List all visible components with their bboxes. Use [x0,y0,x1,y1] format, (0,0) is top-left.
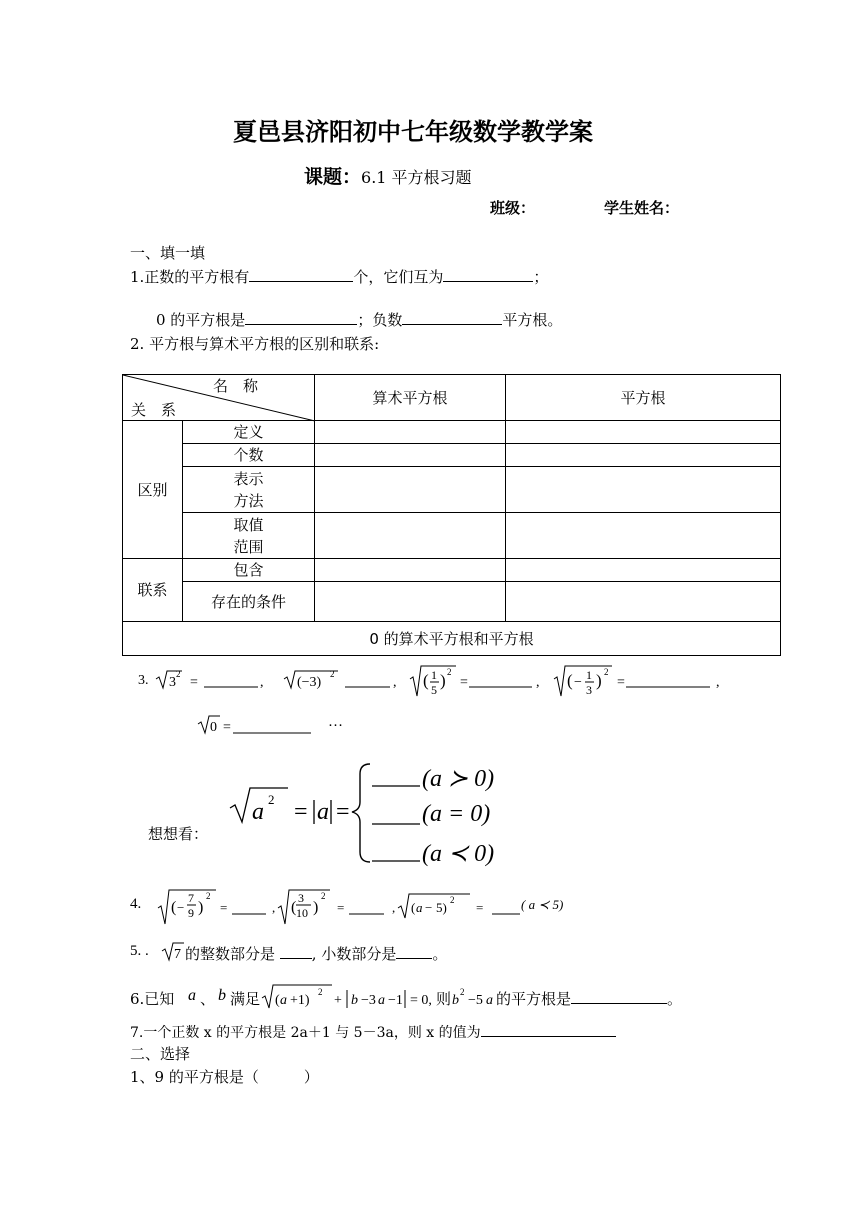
q6-text-b: 满足 [230,990,261,1008]
question-1-line-2 [156,309,562,330]
q5-label: 5. . [130,943,149,959]
row-label-range: 取值 范围 [183,513,315,559]
svg-text:3: 3 [586,683,592,697]
svg-text:=: = [294,799,308,825]
svg-text:−5: −5 [468,993,483,1008]
svg-text:−: − [177,900,185,915]
corner-top-label: 名 称 [213,377,259,395]
svg-text:a: a [252,799,264,825]
table-cell[interactable] [506,444,781,467]
svg-text:2: 2 [447,667,452,677]
svg-text:+1): +1) [290,993,310,1008]
svg-text:b: b [452,993,459,1008]
svg-text:): ) [440,671,446,690]
table-cell[interactable] [315,421,506,444]
svg-text:(: ( [411,900,416,915]
svg-text:,: , [392,900,396,915]
answer-blank[interactable] [280,943,312,959]
svg-text:5): 5) [436,900,447,915]
case-negative: (a ≺ 0) [422,841,495,867]
svg-text:0: 0 [210,720,217,735]
svg-text:a: a [280,993,287,1008]
q3-label: 3. [138,673,149,688]
table-cell[interactable] [315,513,506,559]
question-2: 2. 平方根与算术平方根的区别和联系: [130,335,380,353]
svg-text:2: 2 [604,667,609,677]
table-cell[interactable] [315,559,506,582]
svg-text:,: , [536,675,540,690]
svg-text:2: 2 [268,792,275,807]
q1-text-d: 0 的平方根是 [156,311,246,329]
svg-text:=: = [220,900,228,915]
svg-text:(: ( [567,671,573,690]
answer-blank[interactable] [245,309,357,325]
svg-text:=: = [460,675,468,690]
svg-text:7: 7 [188,891,194,905]
svg-text:(: ( [171,899,177,916]
svg-text:,: , [716,675,720,690]
svg-text:=: = [337,900,345,915]
svg-text:=: = [190,675,198,690]
svg-text:2: 2 [321,891,326,901]
var-a: a [188,987,196,1004]
svg-text:= 0,: = 0, [410,993,432,1008]
table-cell[interactable] [506,421,781,444]
q1-text-a: 1.正数的平方根有 [130,268,250,286]
svg-text:−1: −1 [388,993,403,1008]
bottom-row: 0 的算术平方根和平方根 [123,622,781,656]
corner-bottom-label: 关 系 [131,401,177,419]
absolute-value-formula [228,756,528,868]
table-cell[interactable] [315,467,506,513]
svg-text:a: a [378,993,385,1008]
svg-text:=: = [223,720,231,735]
svg-text:,: , [272,900,276,915]
section-heading-fill: 一、填一填 [130,244,206,262]
svg-text:): ) [313,899,319,916]
q5-text-a: 的整数部分是 [185,945,276,963]
q4-condition: ( a ≺ 5) [521,897,564,912]
svg-text:−: − [574,675,582,690]
svg-text:): ) [596,671,602,690]
table-cell[interactable] [315,444,506,467]
question-5 [130,940,530,964]
group-link-label: 联系 [123,559,183,622]
case-positive: (a ≻ 0) [422,766,495,792]
q5-text-c: 。 [432,945,448,963]
q1-text-b: 个，它们互为 [353,268,444,286]
answer-blank[interactable] [571,988,667,1004]
question-7 [130,1021,616,1042]
choice-question-1: 1、9 的平方根是（ ） [130,1068,319,1086]
class-label: 班级： [490,199,536,217]
answer-blank[interactable] [443,266,533,282]
q4-label: 4. [130,896,142,912]
svg-text:2: 2 [206,891,211,901]
answer-blank[interactable] [249,266,353,282]
svg-text:9: 9 [188,906,194,920]
section-heading-choice: 二、选择 [130,1045,191,1063]
row-label-count: 个数 [183,444,315,467]
q6-text-d: 的平方根是 [496,990,572,1008]
table-corner-cell [123,375,315,421]
case-zero: (a = 0) [422,801,491,827]
var-b: b [218,987,226,1004]
svg-text:2: 2 [460,987,465,997]
q1-text-c: ； [533,268,549,286]
svg-text:10: 10 [296,906,308,920]
q3-expressions [138,662,738,704]
svg-text:=: = [336,799,350,825]
svg-text:(: ( [423,671,429,690]
answer-blank[interactable] [481,1021,616,1037]
svg-text:a: a [317,799,329,825]
q6-text-e: 。 [667,990,683,1008]
svg-text:,: , [260,675,264,690]
q6-text-c: 则 [436,990,452,1008]
topic-line [304,162,472,189]
q1-text-f: 平方根。 [502,311,563,329]
table-cell[interactable] [506,467,781,513]
svg-text:(: ( [275,993,280,1008]
q5-text-b: , 小数部分是 [311,945,397,963]
svg-text:−: − [425,900,433,915]
svg-text:=: = [617,675,625,690]
svg-text:2: 2 [176,669,181,679]
svg-text:): ) [198,899,204,916]
svg-text:+: + [334,993,342,1008]
svg-text:5: 5 [431,683,437,697]
svg-text:1: 1 [586,668,592,682]
svg-text:2: 2 [318,987,323,997]
table-cell[interactable] [506,513,781,559]
row-label-condition: 存在的条件 [183,582,315,622]
q3-ellipsis: … [328,714,343,730]
table-cell[interactable] [315,582,506,622]
group-diff-label: 区别 [123,421,183,559]
svg-text:7: 7 [174,947,181,962]
svg-text:(: ( [291,899,297,916]
table-cell[interactable] [506,582,781,622]
svg-text:(−3): (−3) [297,675,322,690]
question-1-line-1 [130,266,548,287]
column-header-arith: 算术平方根 [315,375,506,421]
svg-text:=: = [476,900,484,915]
answer-blank[interactable] [396,943,432,959]
topic-label: 课题： [304,166,362,188]
svg-text:2: 2 [330,669,335,679]
svg-text:a: a [416,900,423,915]
page-title: 夏邑县济阳初中七年级数学教学案 [233,118,593,146]
column-header-square: 平方根 [506,375,781,421]
row-label-def: 定义 [183,421,315,444]
svg-text:2: 2 [450,895,455,905]
answer-blank[interactable] [402,309,502,325]
table-cell[interactable] [506,559,781,582]
comparison-table [122,374,781,656]
topic-value: 6.1 平方根习题 [361,168,472,187]
svg-text:b: b [351,993,358,1008]
think-label: 想想看： [148,825,209,843]
q7-text: 7.一个正数 x 的平方根是 2a＋1 与 5－3a，则 x 的值为 [130,1025,481,1041]
q6-text-a: 6.已知 [130,990,175,1008]
svg-text:,: , [393,675,397,690]
row-label-representation: 表示 方法 [183,467,315,513]
svg-text:a: a [486,993,493,1008]
svg-text:−3: −3 [361,993,376,1008]
svg-text:3: 3 [298,891,304,905]
q1-text-e: ；负数 [357,311,403,329]
question-6: 6.已知 a 、 b 满足 ( a +1) 2 + b −3 a −1 = 0, 则 b 2 −5 a 的平方根是 。 [130,982,730,1012]
question-4 [130,886,590,928]
student-name-label: 学生姓名： [604,199,680,217]
svg-text:1: 1 [431,668,437,682]
row-label-contain: 包含 [183,559,315,582]
svg-text:3: 3 [169,675,176,690]
